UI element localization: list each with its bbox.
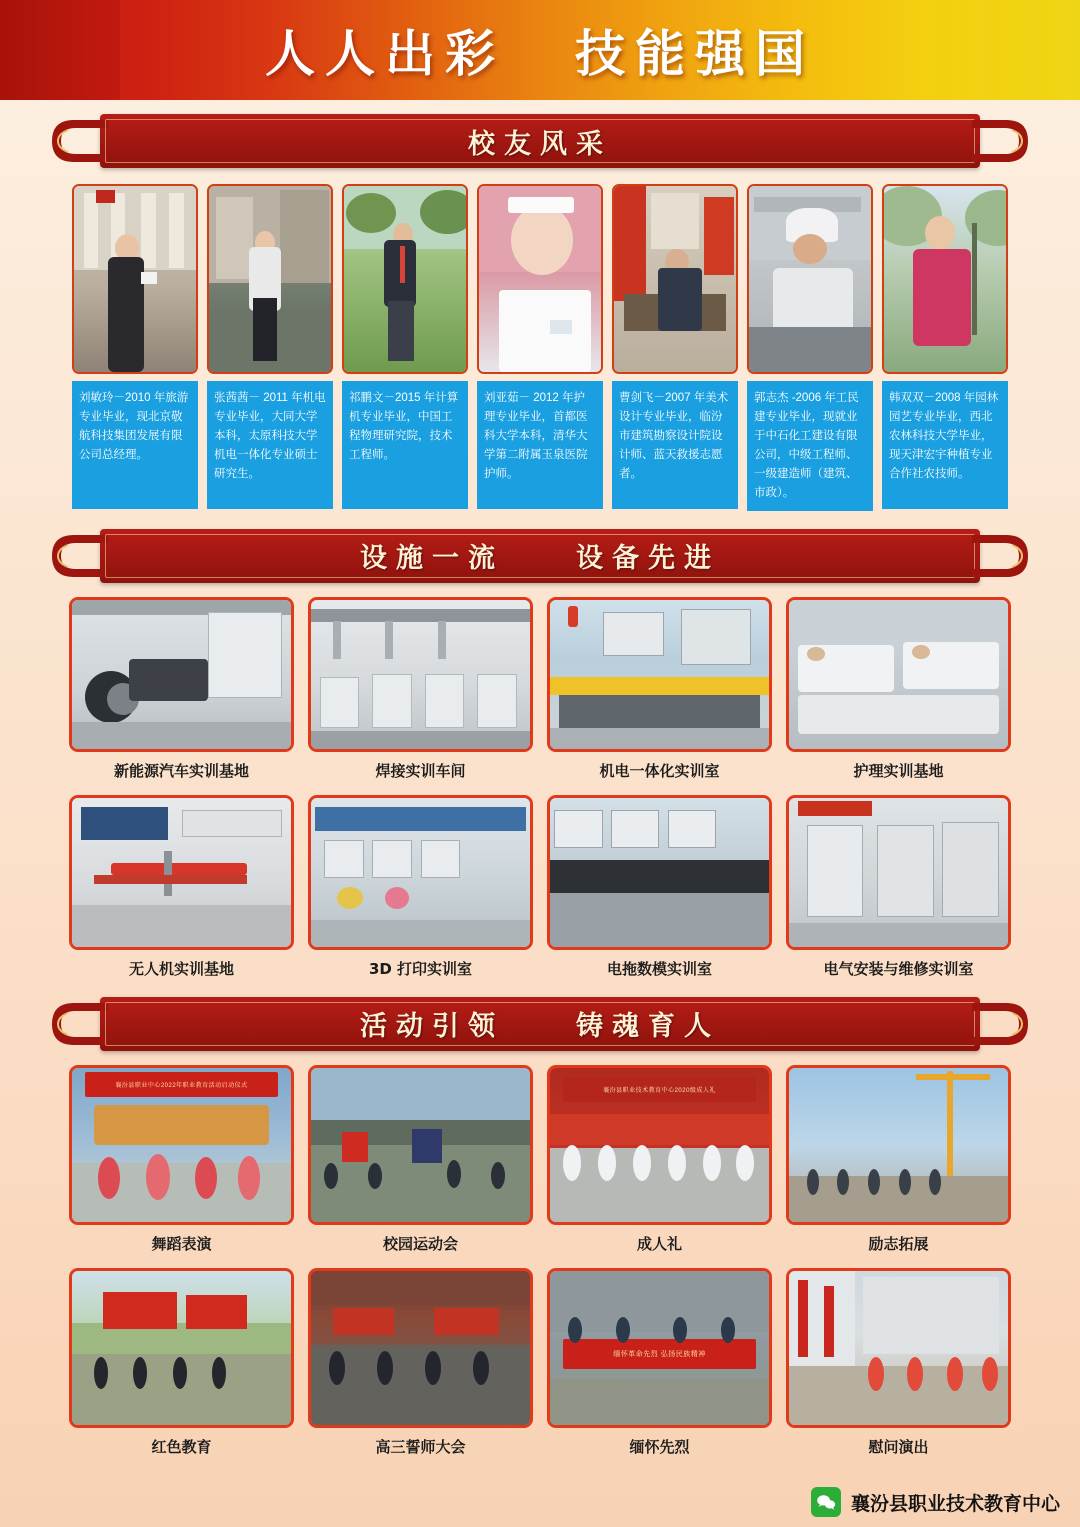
activity-caption: 缅怀先烈	[629, 1437, 690, 1456]
section-title-alumni: 校友风采	[468, 128, 612, 160]
activity-caption: 舞蹈表演	[151, 1234, 212, 1253]
activity-banner-text: 襄汾县职业技术教育中心2020级成人礼	[563, 1077, 756, 1102]
alumni-photo	[477, 184, 603, 374]
alumni-caption: 刘敏玲－2010 年旅游专业毕业，现北京敬航科技集团发展有限公司总经理。	[72, 381, 198, 509]
alumni-grid	[65, 184, 1015, 511]
activity-caption: 慰问演出	[868, 1437, 929, 1456]
activity-cell	[786, 1268, 1011, 1457]
facility-photo	[69, 597, 294, 752]
top-banner	[0, 0, 1080, 100]
activity-banner-text: 襄汾县职业中心2022年职业教育活动启动仪式	[85, 1072, 278, 1097]
activity-caption: 红色教育	[151, 1437, 212, 1456]
footer-text: 襄汾县职业技术教育中心	[850, 1493, 1060, 1515]
footer	[811, 1487, 1060, 1517]
activity-caption: 成人礼	[636, 1234, 682, 1253]
activity-cell	[786, 1065, 1011, 1254]
alumni-caption: 张茜茜－ 2011 年机电专业毕业，大同大学本科，太原科技大学机电一体化专业硕士研究生。	[207, 381, 333, 509]
alumni-photo	[72, 184, 198, 374]
facility-caption: 3D 打印实训室	[368, 959, 473, 978]
activity-photo	[69, 1268, 294, 1428]
facility-cell	[547, 597, 772, 781]
facility-photo	[547, 597, 772, 752]
alumni-card	[747, 184, 873, 511]
banner-title	[265, 14, 815, 86]
alumni-caption: 刘亚茹－ 2012 年护理专业毕业，首都医科大学本科，清华大学第二附属玉泉医院护师。	[477, 381, 603, 509]
activity-photo	[547, 1065, 772, 1225]
facility-photo	[308, 795, 533, 950]
activity-caption: 校园运动会	[382, 1234, 458, 1253]
activity-photo	[786, 1268, 1011, 1428]
alumni-card	[882, 184, 1008, 511]
facility-photo	[69, 795, 294, 950]
ornament-right-icon	[970, 531, 1032, 581]
facility-photo	[786, 795, 1011, 950]
facility-caption: 新能源汽车实训基地	[113, 761, 249, 780]
ornament-left-icon	[48, 531, 110, 581]
banner-title-left: 人人出彩	[265, 24, 505, 83]
alumni-card	[72, 184, 198, 511]
activity-cell	[547, 1065, 772, 1254]
activity-cell	[308, 1065, 533, 1254]
activity-photo	[69, 1065, 294, 1225]
activity-cell	[69, 1065, 294, 1254]
facility-photo	[547, 795, 772, 950]
facility-cell	[69, 795, 294, 979]
banner-title-right: 技能强国	[575, 24, 815, 83]
activity-grid-row-2	[60, 1268, 1020, 1457]
facility-cell	[786, 795, 1011, 979]
activity-caption: 高三誓师大会	[375, 1437, 466, 1456]
facility-photo	[786, 597, 1011, 752]
activity-photo	[786, 1065, 1011, 1225]
ornament-right-icon	[970, 999, 1032, 1049]
section-header-alumni	[100, 114, 980, 168]
facility-caption: 电气安装与维修实训室	[823, 959, 974, 978]
alumni-photo	[612, 184, 738, 374]
alumni-caption: 祁鹏文－2015 年计算机专业毕业，中国工程物理研究院，技术工程师。	[342, 381, 468, 509]
alumni-photo	[747, 184, 873, 374]
facility-cell	[69, 597, 294, 781]
facility-caption: 护理实训基地	[853, 761, 944, 780]
alumni-photo-card	[477, 184, 603, 511]
activity-photo	[547, 1268, 772, 1428]
facility-cell	[786, 597, 1011, 781]
section-title-activity: 活动引领 铸魂育人	[360, 1011, 720, 1043]
activity-banner-text: 缅怀革命先烈 弘扬民族精神	[563, 1339, 756, 1370]
section-title-facility: 设施一流 设备先进	[360, 543, 720, 575]
alumni-caption: 郭志杰 -2006 年工民建专业毕业，现就业于中石化工建设有限公司，中级工程师、一级建造师（建筑、市政）。	[747, 381, 873, 511]
activity-cell	[308, 1268, 533, 1457]
wechat-icon	[811, 1487, 841, 1517]
ornament-left-icon	[48, 116, 110, 166]
activity-caption: 励志拓展	[868, 1234, 929, 1253]
facility-caption: 机电一体化实训室	[599, 761, 720, 780]
activity-photo	[308, 1065, 533, 1225]
facility-caption: 无人机实训基地	[128, 959, 234, 978]
facility-caption: 电拖数模实训室	[606, 959, 712, 978]
facility-grid-row-1	[60, 597, 1020, 781]
ornament-left-icon	[48, 999, 110, 1049]
facility-cell	[547, 795, 772, 979]
section-header-activity	[100, 997, 980, 1051]
activity-grid-row-1	[60, 1065, 1020, 1254]
activity-photo	[308, 1268, 533, 1428]
facility-caption: 焊接实训车间	[375, 761, 466, 780]
activity-cell	[547, 1268, 772, 1457]
alumni-photo	[342, 184, 468, 374]
alumni-photo	[882, 184, 1008, 374]
section-header-facility	[100, 529, 980, 583]
alumni-card	[612, 184, 738, 511]
facility-photo	[308, 597, 533, 752]
alumni-card	[342, 184, 468, 511]
alumni-photo	[207, 184, 333, 374]
alumni-caption: 曹剑飞－2007 年美术设计专业毕业，临汾市建筑勘察设计院设计师、蓝天救援志愿者。	[612, 381, 738, 509]
facility-cell	[308, 597, 533, 781]
facility-grid-row-2	[60, 795, 1020, 979]
alumni-card	[207, 184, 333, 511]
facility-cell	[308, 795, 533, 979]
activity-cell	[69, 1268, 294, 1457]
alumni-caption: 韩双双－2008 年园林园艺专业毕业，西北农林科技大学毕业，现天津宏宇种植专业合作社农技师。	[882, 381, 1008, 509]
ornament-right-icon	[970, 116, 1032, 166]
